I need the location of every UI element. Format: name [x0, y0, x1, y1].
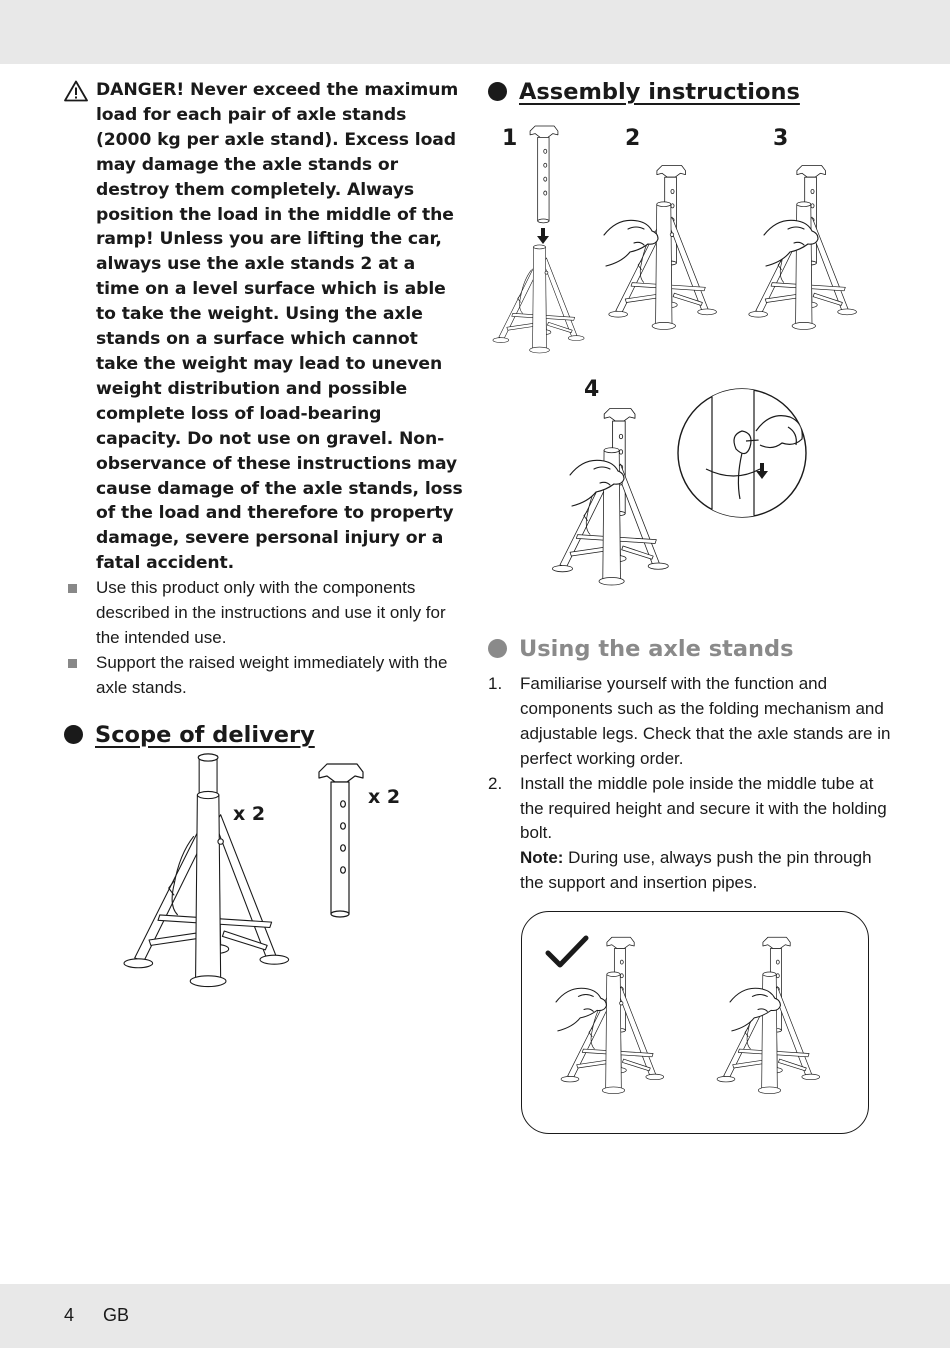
- safety-bullet-list: [64, 576, 464, 701]
- step-number: 2.: [488, 773, 503, 793]
- step-item: [488, 772, 898, 897]
- black-bullet-icon: [64, 725, 83, 744]
- header-band: [0, 0, 950, 64]
- note-label: Note:: [520, 848, 564, 868]
- figure-label-2: 2: [625, 126, 641, 151]
- figure-label-1: 1: [502, 126, 518, 151]
- using-steps-list: [488, 672, 898, 896]
- warning-triangle-icon: [64, 80, 88, 102]
- usage-hand-left: [556, 983, 612, 1021]
- grey-bullet-icon: [488, 639, 507, 658]
- danger-text: DANGER! Never exceed the maximum load for each pair of axle stands (2000 kg per axle stand). Excess load may damage the axle stands or destroy them completely. Always position the load in the middle of the ramp! Unless you are lifting the car, always use the axle stands 2 at a time on a level surface which is able to take the weight. Using the axle stands on a surface which cannot take the weight may lead to uneven weight distribution and possible complete loss of load-bearing capacity. Do not use on gravel. Non-observance of these instructions may cause damage of the axle stands, loss of the load and therefore to property damage, severe personal injury or a fatal accident.: [96, 80, 463, 574]
- assembly-heading-text: Assembly instructions: [519, 79, 800, 105]
- using-heading: [488, 636, 794, 662]
- pole-quantity: x 2: [368, 786, 401, 808]
- usage-hand-right: [730, 983, 786, 1021]
- middle-pole-illustration: [317, 764, 365, 922]
- figure-1-stand: [488, 240, 592, 354]
- black-bullet-icon: [488, 82, 507, 101]
- footer-band: [0, 1284, 950, 1348]
- scope-heading-text: Scope of delivery: [95, 722, 315, 748]
- left-column: [64, 78, 464, 701]
- bullet-item: [64, 576, 464, 651]
- pin-detail-zoom: [676, 387, 808, 519]
- scope-heading: [64, 722, 315, 748]
- axle-stand-base-illustration: [124, 752, 294, 992]
- figure-label-3: 3: [773, 126, 789, 151]
- assembly-heading: [488, 79, 800, 105]
- figure-3-hand: [764, 215, 824, 255]
- stand-quantity: x 2: [233, 803, 266, 825]
- step-item: [488, 672, 898, 772]
- page-number: 4: [64, 1305, 75, 1325]
- bullet-text: Use this product only with the components described in the instructions and use it only for the intended use.: [96, 578, 446, 647]
- note-text: During use, always push the pin through the support and insertion pipes.: [520, 848, 872, 893]
- step-text: Familiarise yourself with the function and components such as the folding mechanism and adjustable legs. Check that the axle stands are in perfect working order.: [520, 674, 891, 768]
- figure-4-hand: [570, 455, 630, 495]
- bullet-text: Support the raised weight immediately with the axle stands.: [96, 652, 448, 697]
- usage-stand-left: [566, 932, 690, 1110]
- square-bullet-icon: [68, 584, 77, 593]
- square-bullet-icon: [68, 659, 77, 668]
- step-number: 1.: [488, 674, 503, 693]
- using-heading-text: Using the axle stands: [519, 636, 794, 662]
- bullet-item: [64, 651, 464, 701]
- danger-warning: [64, 78, 464, 576]
- figure-2-hand: [604, 215, 664, 255]
- step-text: Install the middle pole inside the middle tube at the required height and secure it with the holding bolt.: [520, 773, 887, 843]
- figure-label-4: 4: [584, 377, 600, 402]
- language-code: GB: [103, 1305, 130, 1325]
- figure-1-pole: [520, 126, 568, 226]
